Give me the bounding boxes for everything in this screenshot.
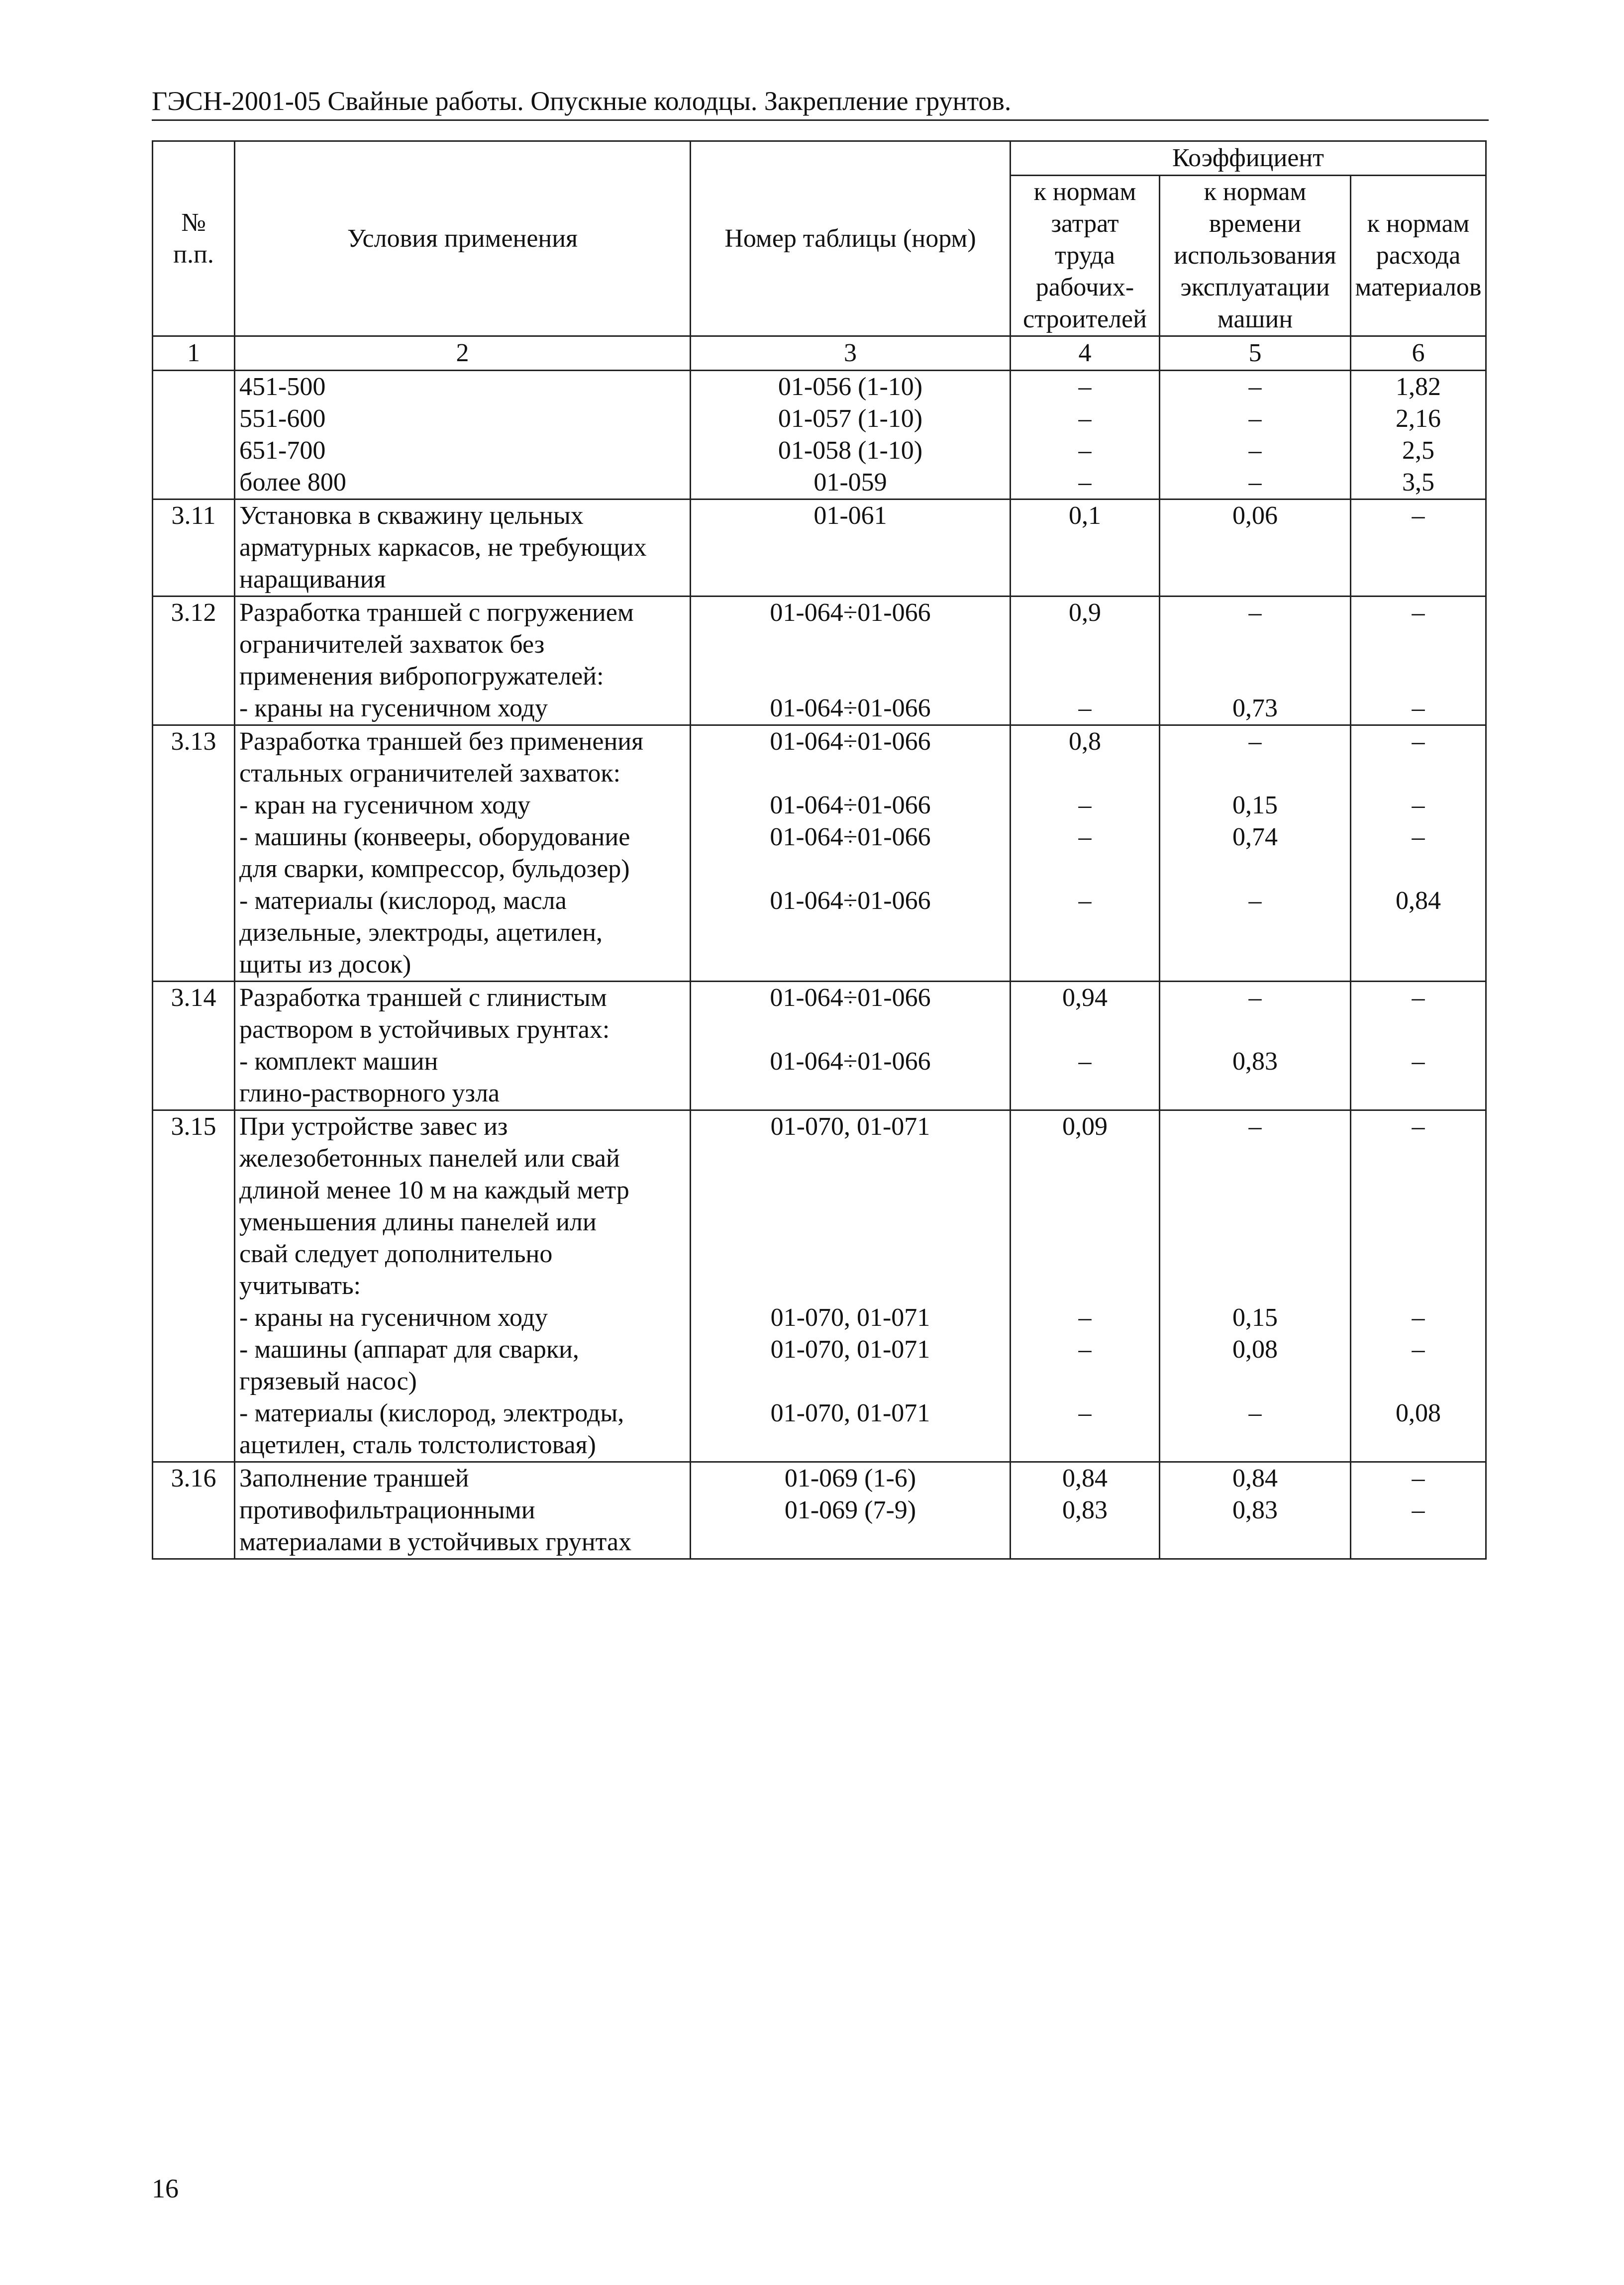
cell-line: 01-070, 01-071 xyxy=(770,1399,930,1427)
cell-line: 0,83 xyxy=(1062,1496,1108,1524)
cell-line: – xyxy=(1412,694,1425,722)
column-number: 4 xyxy=(1011,336,1160,371)
cell-line: При устройстве завес из xyxy=(239,1112,508,1141)
header-line: времени xyxy=(1209,209,1302,238)
cell-line xyxy=(1355,1366,1481,1397)
cell-line: – xyxy=(1078,1303,1092,1332)
cell-line xyxy=(1164,1429,1346,1461)
cell-line: – xyxy=(1078,1399,1092,1427)
cell-line: Разработка траншей без применения xyxy=(239,727,644,756)
cell-line xyxy=(1164,1238,1346,1270)
machine-coefficient-cell xyxy=(1160,596,1351,725)
header-line: к нормам xyxy=(1204,178,1307,206)
material-coefficient-cell xyxy=(1351,596,1486,725)
cell-line xyxy=(1015,1429,1155,1461)
cell-line xyxy=(695,853,1006,885)
cell-line xyxy=(1355,949,1481,981)
cell-line: 3.15 xyxy=(171,1112,216,1141)
conditions-cell xyxy=(235,499,691,596)
cell-line: учитывать: xyxy=(239,1272,361,1300)
cell-line: 01-056 (1-10) xyxy=(778,373,923,401)
cell-line xyxy=(1015,1143,1155,1175)
header-machine-coefficient xyxy=(1160,176,1351,336)
header-line: расхода xyxy=(1376,241,1461,270)
cell-line: – xyxy=(1412,1464,1425,1492)
cell-line xyxy=(1164,1078,1346,1109)
cell-line xyxy=(1015,1526,1155,1558)
cell-line: 0,74 xyxy=(1232,823,1278,851)
row-number-cell xyxy=(153,371,235,499)
cell-line: применения вибропогружателей: xyxy=(239,662,604,691)
cell-line xyxy=(1015,661,1155,693)
cell-line: 0,84 xyxy=(1396,887,1441,915)
table-number-cell xyxy=(691,596,1011,725)
cell-line xyxy=(695,1238,1006,1270)
cell-line xyxy=(1355,1238,1481,1270)
cell-line: 01-064÷01-066 xyxy=(770,791,931,819)
cell-line: – xyxy=(1248,598,1262,627)
cell-line xyxy=(1164,1206,1346,1238)
cell-line xyxy=(695,949,1006,981)
material-coefficient-cell xyxy=(1351,1110,1486,1462)
conditions-cell xyxy=(235,596,691,725)
cell-line: – xyxy=(1078,1335,1092,1364)
cell-line xyxy=(1355,1078,1481,1109)
header-line: к нормам xyxy=(1033,178,1136,206)
cell-line: – xyxy=(1412,1047,1425,1076)
cell-line: – xyxy=(1078,694,1092,722)
cell-line: 451-500 xyxy=(239,373,326,401)
cell-line: Заполнение траншей xyxy=(239,1464,469,1492)
cell-line xyxy=(1355,1014,1481,1046)
cell-line: 3,5 xyxy=(1402,468,1435,497)
labor-coefficient-cell xyxy=(1011,1462,1160,1559)
cell-line: 0,15 xyxy=(1232,1303,1278,1332)
cell-line: 01-064÷01-066 xyxy=(770,1047,931,1076)
cell-line: - машины (аппарат для сварки, xyxy=(239,1335,579,1364)
machine-coefficient-cell xyxy=(1160,1110,1351,1462)
cell-line: 01-057 (1-10) xyxy=(778,404,923,433)
table-number-cell xyxy=(691,499,1011,596)
cell-line xyxy=(1015,1078,1155,1109)
cell-line: 3.12 xyxy=(171,598,216,627)
cell-line: – xyxy=(1412,791,1425,819)
conditions-cell xyxy=(235,1462,691,1559)
cell-line: – xyxy=(1078,823,1092,851)
cell-line: 0,84 xyxy=(1062,1464,1108,1492)
cell-line: 0,94 xyxy=(1062,984,1108,1012)
cell-line: Разработка траншей с глинистым xyxy=(239,984,607,1012)
cell-line xyxy=(1164,758,1346,790)
cell-line: – xyxy=(1078,373,1092,401)
table-number-cell xyxy=(691,725,1011,982)
header-line: рабочих- xyxy=(1035,273,1134,301)
conditions-cell xyxy=(235,725,691,982)
cell-line xyxy=(1164,949,1346,981)
cell-line: – xyxy=(1078,436,1092,465)
cell-line: – xyxy=(1248,984,1262,1012)
cell-line: раствором в устойчивых грунтах: xyxy=(239,1015,610,1044)
cell-line: 0,15 xyxy=(1232,791,1278,819)
header-row-top xyxy=(153,141,1486,176)
cell-line: – xyxy=(1078,1047,1092,1076)
cell-line xyxy=(1355,1175,1481,1206)
cell-line: более 800 xyxy=(239,468,346,497)
cell-line: - краны на гусеничном ходу xyxy=(239,694,548,722)
header-line: труда xyxy=(1055,241,1115,270)
cell-line: 3.14 xyxy=(171,984,216,1012)
cell-line: 0,83 xyxy=(1232,1047,1278,1076)
page-header xyxy=(152,85,1489,121)
cell-line xyxy=(1015,1175,1155,1206)
cell-line: ограничителей захваток без xyxy=(239,630,545,659)
material-coefficient-cell xyxy=(1351,725,1486,982)
cell-line xyxy=(695,629,1006,661)
cell-line xyxy=(1015,1270,1155,1302)
cell-line: 01-058 (1-10) xyxy=(778,436,923,465)
cell-line: 0,08 xyxy=(1396,1399,1441,1427)
cell-line: – xyxy=(1412,1303,1425,1332)
labor-coefficient-cell xyxy=(1011,596,1160,725)
cell-line xyxy=(1015,564,1155,596)
header-line: эксплуатации xyxy=(1180,273,1330,301)
cell-line xyxy=(1015,629,1155,661)
cell-line: – xyxy=(1412,984,1425,1012)
cell-line xyxy=(1164,1270,1346,1302)
table-number-cell xyxy=(691,982,1011,1110)
cell-line xyxy=(157,371,230,403)
cell-line xyxy=(1164,917,1346,949)
cell-line: – xyxy=(1412,823,1425,851)
cell-line xyxy=(1355,1429,1481,1461)
cell-line xyxy=(1015,758,1155,790)
material-coefficient-cell xyxy=(1351,1462,1486,1559)
header-coefficient: Коэффициент xyxy=(1011,141,1486,176)
header-labor-coefficient xyxy=(1011,176,1160,336)
material-coefficient-cell xyxy=(1351,982,1486,1110)
table-row xyxy=(153,982,1486,1110)
cell-line xyxy=(1164,629,1346,661)
cell-line: 551-600 xyxy=(239,404,326,433)
row-number-cell xyxy=(153,1462,235,1559)
cell-line: – xyxy=(1248,468,1262,497)
cell-line: уменьшения длины панелей или xyxy=(239,1208,597,1236)
cell-line: противофильтрационными xyxy=(239,1496,535,1524)
column-number: 6 xyxy=(1351,336,1486,371)
cell-line xyxy=(1164,661,1346,693)
row-number-cell xyxy=(153,982,235,1110)
document-title: ГЭСН-2001-05 Свайные работы. Опускные колодцы. Закрепление грунтов. xyxy=(152,86,1012,116)
cell-line: 01-069 (1-6) xyxy=(784,1464,916,1492)
cell-line: 3.16 xyxy=(171,1464,216,1492)
machine-coefficient-cell xyxy=(1160,499,1351,596)
cell-line xyxy=(695,1014,1006,1046)
cell-line xyxy=(695,564,1006,596)
cell-line: 01-064÷01-066 xyxy=(770,598,931,627)
cell-line xyxy=(1015,917,1155,949)
cell-line: – xyxy=(1248,436,1262,465)
table-number-cell xyxy=(691,371,1011,499)
cell-line xyxy=(695,661,1006,693)
cell-line: 3.13 xyxy=(171,727,216,756)
cell-line: 2,5 xyxy=(1402,436,1435,465)
cell-line: 01-069 (7-9) xyxy=(784,1496,916,1524)
row-number-cell xyxy=(153,596,235,725)
conditions-cell xyxy=(235,982,691,1110)
header-line: к нормам xyxy=(1367,209,1470,238)
cell-line xyxy=(1355,564,1481,596)
table-number-cell xyxy=(691,1462,1011,1559)
row-number-cell xyxy=(153,499,235,596)
cell-line: – xyxy=(1248,727,1262,756)
cell-line: – xyxy=(1412,727,1425,756)
machine-coefficient-cell xyxy=(1160,371,1351,499)
cell-line xyxy=(695,532,1006,564)
table-row xyxy=(153,499,1486,596)
cell-line: 0,83 xyxy=(1232,1496,1278,1524)
cell-line: арматурных каркасов, не требующих xyxy=(239,533,647,562)
cell-line xyxy=(695,1429,1006,1461)
labor-coefficient-cell xyxy=(1011,499,1160,596)
cell-line: 01-070, 01-071 xyxy=(770,1335,930,1364)
cell-line: 0,8 xyxy=(1069,727,1101,756)
cell-line xyxy=(695,1270,1006,1302)
cell-line xyxy=(1355,661,1481,693)
table-number-cell xyxy=(691,1110,1011,1462)
cell-line: – xyxy=(1412,1335,1425,1364)
cell-line xyxy=(1164,853,1346,885)
cell-line: 01-061 xyxy=(813,501,887,530)
column-number: 3 xyxy=(691,336,1011,371)
cell-line: щиты из досок) xyxy=(239,950,411,979)
header-num-line: № xyxy=(181,208,206,237)
material-coefficient-cell xyxy=(1351,499,1486,596)
row-number-cell xyxy=(153,1110,235,1462)
header-line: материалов xyxy=(1355,273,1482,301)
cell-line: 0,9 xyxy=(1069,598,1101,627)
header-line: использования xyxy=(1174,241,1336,270)
cell-line xyxy=(1164,1175,1346,1206)
cell-line: - кран на гусеничном ходу xyxy=(239,791,531,819)
cell-line: ацетилен, сталь толстолистовая) xyxy=(239,1431,596,1459)
table-row xyxy=(153,371,1486,499)
cell-line: – xyxy=(1248,404,1262,433)
cell-line xyxy=(1355,1143,1481,1175)
material-coefficient-cell xyxy=(1351,371,1486,499)
cell-line xyxy=(1355,1270,1481,1302)
cell-line xyxy=(1015,1014,1155,1046)
column-numbers-row xyxy=(153,336,1486,371)
header-num-line: п.п. xyxy=(173,240,214,269)
cell-line: – xyxy=(1412,501,1425,530)
cell-line: свай следует дополнительно xyxy=(239,1240,553,1268)
cell-line xyxy=(1355,853,1481,885)
cell-line: 0,08 xyxy=(1232,1335,1278,1364)
cell-line: 3.11 xyxy=(171,501,216,530)
cell-line xyxy=(1355,1206,1481,1238)
cell-line: - материалы (кислород, электроды, xyxy=(239,1399,624,1427)
cell-line: грязевый насос) xyxy=(239,1367,417,1395)
cell-line xyxy=(1015,1206,1155,1238)
cell-line: 01-070, 01-071 xyxy=(770,1303,930,1332)
cell-line xyxy=(1355,758,1481,790)
table-row xyxy=(153,1462,1486,1559)
coefficients-table xyxy=(152,140,1487,1560)
cell-line xyxy=(1015,949,1155,981)
cell-line xyxy=(1164,1014,1346,1046)
cell-line xyxy=(1015,1238,1155,1270)
cell-line xyxy=(695,758,1006,790)
cell-line xyxy=(695,1206,1006,1238)
cell-line xyxy=(695,917,1006,949)
cell-line: – xyxy=(1248,1399,1262,1427)
cell-line xyxy=(1164,1143,1346,1175)
cell-line: материалами в устойчивых грунтах xyxy=(239,1528,632,1556)
column-number: 5 xyxy=(1160,336,1351,371)
header-line: строителей xyxy=(1023,305,1147,333)
cell-line xyxy=(1355,629,1481,661)
cell-line: – xyxy=(1078,887,1092,915)
cell-line: 1,82 xyxy=(1396,373,1441,401)
cell-line: 0,73 xyxy=(1232,694,1278,722)
cell-line: 0,06 xyxy=(1232,501,1278,530)
table-row xyxy=(153,725,1486,982)
cell-line xyxy=(1164,532,1346,564)
cell-line: – xyxy=(1248,1112,1262,1141)
cell-line: наращивания xyxy=(239,565,386,594)
header-line: машин xyxy=(1217,305,1293,333)
header-num xyxy=(153,141,235,336)
cell-line xyxy=(1355,1526,1481,1558)
cell-line: – xyxy=(1412,1496,1425,1524)
cell-line xyxy=(1015,1366,1155,1397)
cell-line xyxy=(1355,532,1481,564)
machine-coefficient-cell xyxy=(1160,725,1351,982)
cell-line: длиной менее 10 м на каждый метр xyxy=(239,1176,629,1204)
cell-line: стальных ограничителей захваток: xyxy=(239,759,621,788)
cell-line xyxy=(695,1526,1006,1558)
cell-line: – xyxy=(1248,887,1262,915)
labor-coefficient-cell xyxy=(1011,371,1160,499)
row-number-cell xyxy=(153,725,235,982)
cell-line xyxy=(1355,917,1481,949)
table-body xyxy=(153,371,1486,1559)
column-number: 2 xyxy=(235,336,691,371)
cell-line: - машины (конвееры, оборудование xyxy=(239,823,630,851)
machine-coefficient-cell xyxy=(1160,982,1351,1110)
header-line: затрат xyxy=(1051,209,1119,238)
cell-line: глино-растворного узла xyxy=(239,1079,500,1107)
cell-line: Разработка траншей с погружением xyxy=(239,598,634,627)
labor-coefficient-cell xyxy=(1011,1110,1160,1462)
cell-line: 0,84 xyxy=(1232,1464,1278,1492)
header-conditions: Условия применения xyxy=(235,141,691,336)
cell-line: 01-064÷01-066 xyxy=(770,887,931,915)
cell-line: – xyxy=(1412,598,1425,627)
cell-line xyxy=(1164,1366,1346,1397)
cell-line: 01-064÷01-066 xyxy=(770,984,931,1012)
cell-line: - краны на гусеничном ходу xyxy=(239,1303,548,1332)
cell-line: 0,09 xyxy=(1062,1112,1108,1141)
header-table-number: Номер таблицы (норм) xyxy=(691,141,1011,336)
cell-line: 01-064÷01-066 xyxy=(770,694,931,722)
cell-line xyxy=(1015,532,1155,564)
cell-line: дизельные, электроды, ацетилен, xyxy=(239,918,603,947)
cell-line: 01-059 xyxy=(813,468,887,497)
cell-line xyxy=(1015,853,1155,885)
cell-line: – xyxy=(1412,1112,1425,1141)
header-material-coefficient xyxy=(1351,176,1486,336)
cell-line: для сварки, компрессор, бульдозер) xyxy=(239,855,630,883)
cell-line xyxy=(695,1175,1006,1206)
cell-line: 0,1 xyxy=(1069,501,1101,530)
cell-line xyxy=(695,1366,1006,1397)
page-number: 16 xyxy=(152,2174,179,2203)
machine-coefficient-cell xyxy=(1160,1462,1351,1559)
labor-coefficient-cell xyxy=(1011,725,1160,982)
column-number: 1 xyxy=(153,336,235,371)
cell-line: 2,16 xyxy=(1396,404,1441,433)
cell-line: – xyxy=(1078,404,1092,433)
cell-line: 01-064÷01-066 xyxy=(770,727,931,756)
conditions-cell xyxy=(235,371,691,499)
cell-line: Установка в скважину цельных xyxy=(239,501,584,530)
cell-line xyxy=(1164,564,1346,596)
cell-line: – xyxy=(1248,373,1262,401)
cell-line xyxy=(1164,1526,1346,1558)
cell-line: 651-700 xyxy=(239,436,326,465)
cell-line: – xyxy=(1078,468,1092,497)
cell-line: 01-070, 01-071 xyxy=(770,1112,930,1141)
cell-line: - материалы (кислород, масла xyxy=(239,887,567,915)
labor-coefficient-cell xyxy=(1011,982,1160,1110)
cell-line: - комплект машин xyxy=(239,1047,438,1076)
table-row xyxy=(153,1110,1486,1462)
cell-line: – xyxy=(1078,791,1092,819)
cell-line xyxy=(695,1143,1006,1175)
cell-line: железобетонных панелей или свай xyxy=(239,1144,620,1173)
conditions-cell xyxy=(235,1110,691,1462)
cell-line xyxy=(695,1078,1006,1109)
cell-line: 01-064÷01-066 xyxy=(770,823,931,851)
table-row xyxy=(153,596,1486,725)
